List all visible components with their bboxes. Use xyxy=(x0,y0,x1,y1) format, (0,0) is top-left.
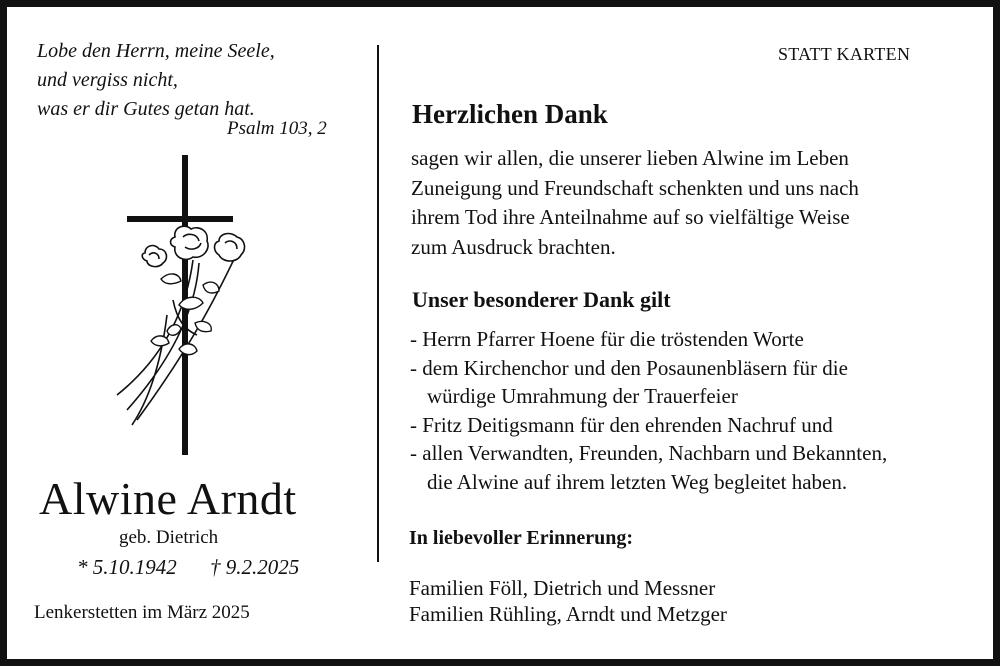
paragraph-line: Zuneigung und Freundschaft schenkten und uns nach xyxy=(411,175,859,200)
remembrance-heading: In liebevoller Erinnerung: xyxy=(409,527,634,549)
verse-reference: Psalm 103, 2 xyxy=(227,118,327,139)
bible-verse xyxy=(37,37,275,124)
list-item: - Fritz Deitigsmann für den ehrenden Nachruf und xyxy=(410,412,833,437)
family-signatures xyxy=(409,575,727,627)
paragraph-line: sagen wir allen, die unserer lieben Alwine im Leben xyxy=(411,146,849,170)
paragraph-line: ihrem Tod ihre Anteilnahme auf so vielfältige Weise xyxy=(411,205,850,229)
special-thanks-heading: Unser besonderer Dank gilt xyxy=(412,287,671,312)
special-thanks-list xyxy=(410,325,887,496)
verse-line: was er dir Gutes getan hat. xyxy=(37,98,255,120)
list-item-continuation: die Alwine auf ihrem letzten Weg begleitet haben. xyxy=(427,469,848,494)
life-dates xyxy=(77,555,327,580)
statt-karten-note: STATT KARTEN xyxy=(778,44,911,64)
verse-line: Lobe den Herrn, meine Seele, xyxy=(37,40,275,62)
list-item: - dem Kirchenchor und den Posaunenbläsern für die xyxy=(410,355,848,380)
list-item: - Herrn Pfarrer Hoene für die tröstenden Worte xyxy=(410,327,804,351)
thanks-heading: Herzlichen Dank xyxy=(412,99,608,129)
thanks-paragraph xyxy=(411,144,859,262)
deceased-name: Alwine Arndt xyxy=(39,473,297,524)
list-item: - allen Verwandten, Freunden, Nachbarn und Bekannten, xyxy=(410,441,888,465)
death-date: † 9.2.2025 xyxy=(210,555,300,579)
verse-line: und vergiss nicht, xyxy=(37,69,178,91)
family-line: Familien Föll, Dietrich und Messner xyxy=(409,576,716,600)
birth-date: * 5.10.1942 xyxy=(77,555,177,579)
maiden-name: geb. Dietrich xyxy=(119,527,219,548)
list-item-continuation: würdige Umrahmung der Trauerfeier xyxy=(427,384,738,408)
cross-with-roses-icon xyxy=(107,155,247,457)
column-divider xyxy=(377,45,379,562)
paragraph-line: zum Ausdruck brachten. xyxy=(411,234,616,259)
place-and-date: Lenkerstetten im März 2025 xyxy=(34,602,250,623)
family-line: Familien Rühling, Arndt und Metzger xyxy=(409,602,727,626)
